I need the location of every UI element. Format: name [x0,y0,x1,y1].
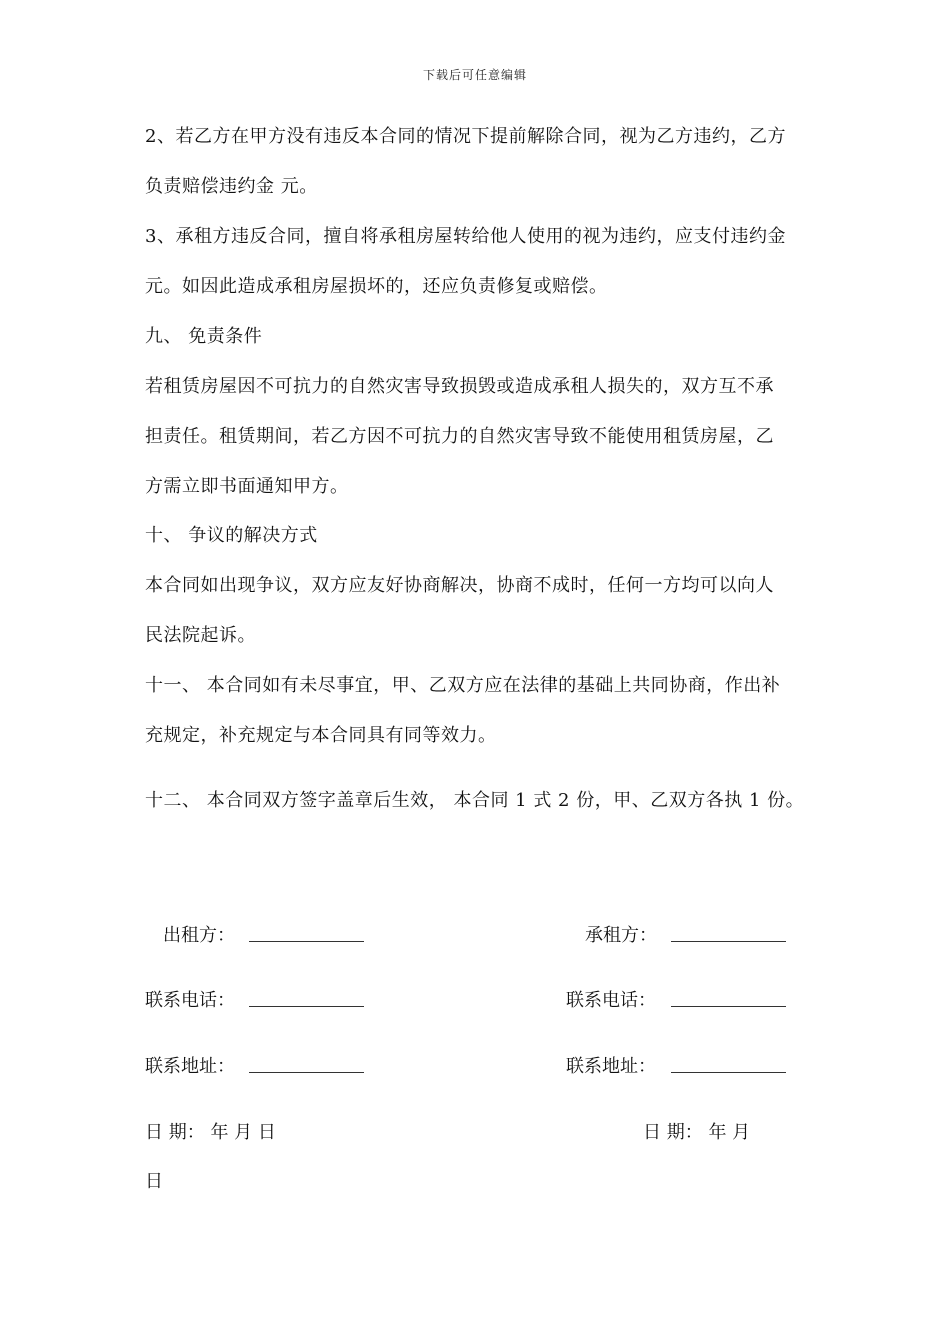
lessee-phone-line [671,1006,786,1007]
section-heading: 九、 免责条件 [145,326,263,347]
clause-line: 民法院起诉。 [145,625,256,646]
clause-line: 元。如因此造成承租房屋损坏的，还应负责修复或赔偿。 [145,276,608,297]
clause-line: 十一、 本合同如有未尽事宜，甲、乙双方应在法律的基础上共同协商，作出补 [145,675,781,696]
clause-line: 2、若乙方在甲方没有违反本合同的情况下提前解除合同，视为乙方违约，乙方 [145,126,786,147]
lessee-address-line [671,1072,786,1073]
clause-line: 担责任。租赁期间，若乙方因不可抗力的自然灾害导致不能使用租赁房屋，乙 [145,426,774,447]
section-heading: 十、 争议的解决方式 [145,525,318,546]
clause-line: 充规定，补充规定与本合同具有同等效力。 [145,725,497,746]
lessee-label: 承租方： [585,925,657,946]
lessee-date-day: 日 [145,1171,163,1192]
clause-line: 方需立即书面通知甲方。 [145,476,349,497]
clause-line: 十二、 本合同双方签字盖章后生效， 本合同 1 式 2 份，甲、乙双方各执 1 份。 [145,790,805,811]
lessor-label: 出租方： [163,925,235,946]
lessee-address-label: 联系地址： [566,1056,656,1077]
clause-line: 若租赁房屋因不可抗力的自然灾害导致损毁或造成承租人损失的，双方互不承 [145,376,774,397]
clause-line: 3、承租方违反合同，擅自将承租房屋转给他人使用的视为违约，应支付违约金 [145,226,786,247]
lessee-signature-line [671,941,786,942]
lessor-phone-label: 联系电话： [145,990,235,1011]
lessor-date: 日 期： 年 月 日 [145,1122,276,1143]
page-header: 下载后可任意编辑 [422,68,527,82]
lessor-address-line [249,1072,364,1073]
lessee-phone-label: 联系电话： [566,990,656,1011]
clause-line: 负责赔偿违约金 元。 [145,176,318,197]
lessee-date: 日 期： 年 月 [643,1122,751,1143]
lessor-address-label: 联系地址： [145,1056,235,1077]
lessor-signature-line [249,941,364,942]
clause-line: 本合同如出现争议，双方应友好协商解决，协商不成时，任何一方均可以向人 [145,575,774,596]
lessor-phone-line [249,1006,364,1007]
